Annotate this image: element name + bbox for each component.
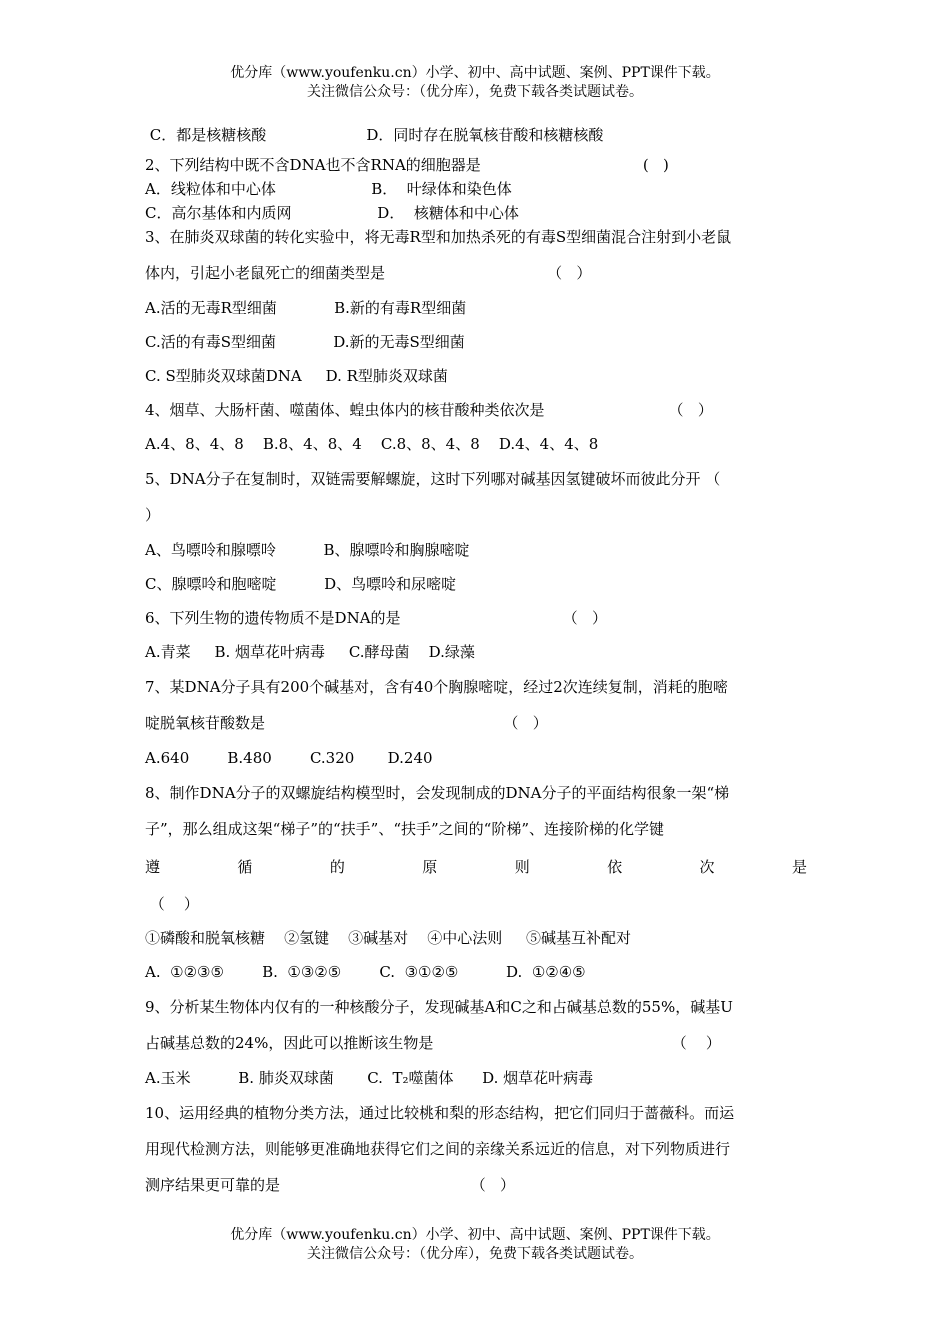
q8-char: 遵: [145, 858, 161, 876]
q8-char: 则: [514, 858, 530, 876]
q1-option-cd: C．都是核糖核酸 D．同时存在脱氧核苷酸和核糖核酸: [145, 126, 604, 144]
q8-char: 是: [791, 858, 807, 876]
header-line-2: 关注微信公众号：（优分库），免费下载各类试题试卷。: [307, 84, 643, 100]
q3-option-cd: C.活的有毒S型细菌 D.新的无毒S型细菌: [145, 333, 465, 351]
q10-stem-line-2: 用现代检测方法，则能够更准确地获得它们之间的亲缘关系远近的信息，对下列物质进行: [145, 1140, 731, 1158]
q3-option-ab: A.活的无毒R型细菌 B.新的有毒R型细菌: [145, 299, 467, 317]
q8-char: 次: [699, 858, 715, 876]
q8-items: ①磷酸和脱氧核糖 ②氢键 ③碱基对 ④中心法则 ⑤碱基互补配对: [145, 929, 632, 947]
q2-option-cd: C．高尔基体和内质网 D． 核糖体和中心体: [145, 204, 519, 222]
q2-option-ab: A．线粒体和中心体 B． 叶绿体和染色体: [145, 180, 512, 198]
q8-char: 的: [329, 858, 345, 876]
q8-stem-line-3: [145, 847, 807, 887]
q8-stem-line-1: 8、制作DNA分子的双螺旋结构模型时，会发现制成的DNA分子的平面结构很象一架“梯: [145, 784, 730, 802]
q7-stem-line-1: 7、某DNA分子具有200个碱基对，含有40个胸腺嘧啶，经过2次连续复制，消耗的胞嘧: [145, 678, 728, 696]
q8-char: 循: [237, 858, 253, 876]
q7-stem-line-2: 啶脱氧核苷酸数是 （ ）: [145, 714, 548, 732]
q10-stem-line-3: 测序结果更可靠的是 （ ）: [145, 1176, 516, 1194]
footer-line-2: 关注微信公众号：（优分库），免费下载各类试题试卷。: [307, 1246, 643, 1262]
q2-stem: 2、下列结构中既不含DNA也不含RNA的细胞器是 ( ): [145, 156, 669, 174]
page-footer: [0, 1226, 950, 1264]
q9-options: A.玉米 B. 肺炎双球菌 C. T₂噬菌体 D. 烟草花叶病毒: [145, 1069, 594, 1087]
q5-option-cd: C、腺嘌呤和胞嘧啶 D、鸟嘌呤和尿嘧啶: [145, 575, 457, 593]
q5-stem-line-1: 5、DNA分子在复制时，双链需要解螺旋，这时下列哪对碱基因氢键破坏而彼此分开 （: [145, 470, 721, 488]
q9-stem-line-2: 占碱基总数的24%，因此可以推断该生物是 （ ）: [145, 1034, 721, 1052]
q3-stem-line-2: 体内，引起小老鼠死亡的细菌类型是 （ ）: [145, 264, 592, 282]
q10-stem-line-1: 10、运用经典的植物分类方法，通过比较桃和梨的形态结构，把它们同归于蔷薇科。而运: [145, 1104, 735, 1122]
q8-options: A. ①②③⑤ B. ①③②⑤ C. ③①②⑤ D. ①②④⑤: [145, 963, 586, 981]
q7-options: A.640 B.480 C.320 D.240: [145, 749, 433, 767]
header-line-1: 优分库（www.youfenku.cn）小学、初中、高中试题、案例、PPT课件下载。: [230, 65, 720, 81]
q8-char: 原: [422, 858, 438, 876]
q4-stem: 4、烟草、大肠杆菌、噬菌体、蝗虫体内的核苷酸种类依次是 （ ）: [145, 401, 713, 419]
page-header: [0, 64, 950, 102]
footer-line-1: 优分库（www.youfenku.cn）小学、初中、高中试题、案例、PPT课件下载。: [230, 1227, 720, 1243]
q8-stem-line-2: 子”，那么组成这架“梯子”的“扶手”、“扶手”之间的“阶梯”、连接阶梯的化学键: [145, 820, 665, 838]
q8-answer-bracket: （ ）: [145, 895, 199, 913]
q8-char: 依: [607, 858, 623, 876]
q5-option-ab: A、鸟嘌呤和腺嘌呤 B、腺嘌呤和胸腺嘧啶: [145, 541, 470, 559]
q5-stem-line-2: ）: [145, 506, 161, 524]
q4-options: A.4、8、4、8 B.8、4、8、4 C.8、8、4、8 D.4、4、4、8: [145, 435, 599, 453]
q6-stem: 6、下列生物的遗传物质不是DNA的是 （ ）: [145, 609, 607, 627]
q3-option-extra: C. S型肺炎双球菌DNA D. R型肺炎双球菌: [145, 367, 448, 385]
q6-options: A.青菜 B. 烟草花叶病毒 C.酵母菌 D.绿藻: [145, 643, 475, 661]
q9-stem-line-1: 9、分析某生物体内仅有的一种核酸分子，发现碱基A和C之和占碱基总数的55%，碱基U: [145, 998, 733, 1016]
q3-stem-line-1: 3、在肺炎双球菌的转化实验中，将无毒R型和加热杀死的有毒S型细菌混合注射到小老鼠: [145, 228, 732, 246]
question-content: [145, 123, 807, 1203]
